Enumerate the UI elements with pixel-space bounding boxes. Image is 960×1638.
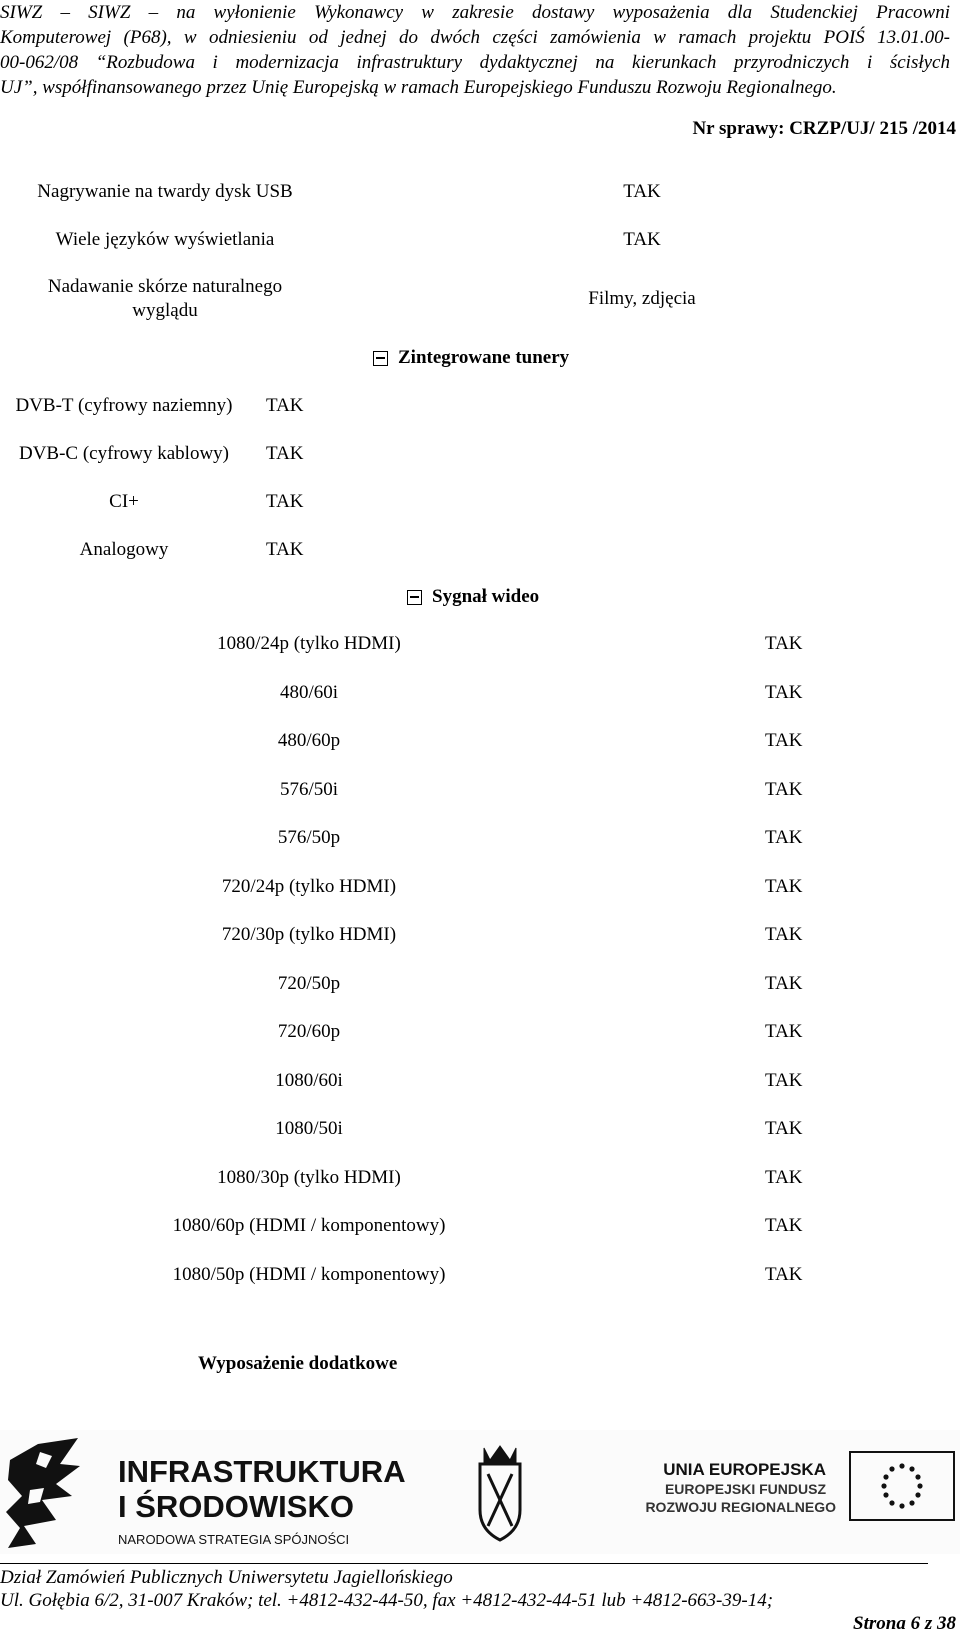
tuner-label-dvbc: DVB-C (cyfrowy kablowy) (18, 443, 229, 464)
video-row-label: 1080/60i (275, 1070, 343, 1091)
footer-line-2: Ul. Gołębia 6/2, 31-007 Kraków; tel. +4812-432-44-50, fax +4812-432-44-51 lub +4812-663-39-14; (0, 1590, 774, 1611)
row-label-usb: Nagrywanie na twardy dysk USB (37, 181, 293, 202)
video-row-value: TAK (765, 779, 803, 800)
video-row-label: 1080/50i (275, 1118, 343, 1139)
video-row-label: 480/60i (279, 682, 339, 703)
video-row-value: TAK (765, 682, 803, 703)
video-row-label: 720/50p (277, 973, 341, 994)
video-row-label: 1080/50p (HDMI / komponentowy) (172, 1264, 446, 1285)
section-heading-video: Sygnał wideo (432, 586, 540, 607)
video-row-label: 1080/30p (tylko HDMI) (217, 1167, 401, 1188)
video-row-label: 1080/60p (HDMI / komponentowy) (172, 1215, 446, 1236)
header-line-2: Komputerowej (P68), w odniesieniu od jednej do dwóch części zamówienia w ramach projektu POIŚ 13.01.00- (0, 27, 950, 48)
case-number: Nr sprawy: CRZP/UJ/ 215 /2014 (692, 118, 956, 139)
footer-rule (0, 1563, 928, 1564)
video-row-value: TAK (765, 1118, 803, 1139)
video-row-label: 720/24p (tylko HDMI) (221, 876, 397, 897)
tuner-value-dvbt: TAK (266, 395, 304, 416)
video-row-value: TAK (765, 1021, 803, 1042)
row-label-skin-line1: Nadawanie skórze naturalnego (47, 276, 283, 297)
tuner-value-analog: TAK (266, 539, 304, 560)
video-row-value: TAK (765, 827, 803, 848)
video-row-label: 720/60p (277, 1021, 341, 1042)
video-row-value: TAK (765, 924, 803, 945)
row-label-languages: Wiele języków wyświetlania (55, 229, 275, 250)
video-row-label: 576/50i (279, 779, 339, 800)
video-row-label: 480/60p (277, 730, 341, 751)
tuner-label-ci: CI+ (109, 491, 139, 512)
video-row-value: TAK (765, 730, 803, 751)
video-row-value: TAK (765, 973, 803, 994)
logo-right-line2: EUROPEJSKI FUNDUSZ (664, 1481, 826, 1497)
footer-line-1: Dział Zamówień Publicznych Uniwersytetu Jagiellońskiego (0, 1567, 453, 1588)
video-row-value: TAK (765, 1070, 803, 1091)
section-heading-tuners: Zintegrowane tunery (398, 347, 570, 368)
logo-left-sub: NARODOWA STRATEGIA SPÓJNOŚCI (118, 1532, 350, 1547)
university-crest-icon (480, 1446, 520, 1540)
logo-right-line1: UNIA EUROPEJSKA (663, 1460, 826, 1479)
logo-right-line3: ROZWOJU REGIONALNEGO (645, 1499, 836, 1515)
eu-flag-icon (850, 1452, 954, 1520)
tuner-label-analog: Analogowy (79, 539, 169, 560)
collapse-video-icon[interactable] (407, 590, 422, 605)
row-label-skin-line2: wyglądu (132, 300, 198, 321)
tuner-label-dvbt: DVB-T (cyfrowy naziemny) (15, 395, 233, 416)
row-value-skin: Filmy, zdjęcia (588, 288, 696, 309)
header-line-3: 00-062/08 “Rozbudowa i modernizacja infrastruktury dydaktycznej na kierunkach przyrodniczych i ścisłych (0, 52, 950, 73)
logo-left-title2: I ŚRODOWISKO (118, 1489, 354, 1524)
collapse-tuners-icon[interactable] (373, 351, 388, 366)
row-value-languages: TAK (623, 229, 661, 250)
tuner-value-ci: TAK (266, 491, 304, 512)
footer-page-number: Strona 6 z 38 (853, 1613, 956, 1634)
video-row-value: TAK (765, 876, 803, 897)
logo-left-title1: INFRASTRUKTURA (118, 1454, 406, 1489)
video-row-label: 720/30p (tylko HDMI) (221, 924, 397, 945)
video-row-label: 1080/24p (tylko HDMI) (217, 633, 401, 654)
video-row-value: TAK (765, 1215, 803, 1236)
logos-graphic (0, 1430, 960, 1554)
video-row-label: 576/50p (277, 827, 341, 848)
tuner-value-dvbc: TAK (266, 443, 304, 464)
row-value-usb: TAK (623, 181, 661, 202)
video-row-value: TAK (765, 1264, 803, 1285)
section-heading-extra: Wyposażenie dodatkowe (198, 1353, 398, 1374)
video-row-value: TAK (765, 1167, 803, 1188)
header-line-4: UJ”, współfinansowanego przez Unię Europejską w ramach Europejskiego Funduszu Rozwoju Regionalnego. (0, 77, 837, 98)
logo-band (0, 1430, 960, 1554)
header-line-1: SIWZ – SIWZ – na wyłonienie Wykonawcy w zakresie dostawy wyposażenia dla Studenckiej Pracowni (0, 2, 950, 23)
video-row-value: TAK (765, 633, 803, 654)
infrastruktura-logo (6, 1438, 80, 1548)
